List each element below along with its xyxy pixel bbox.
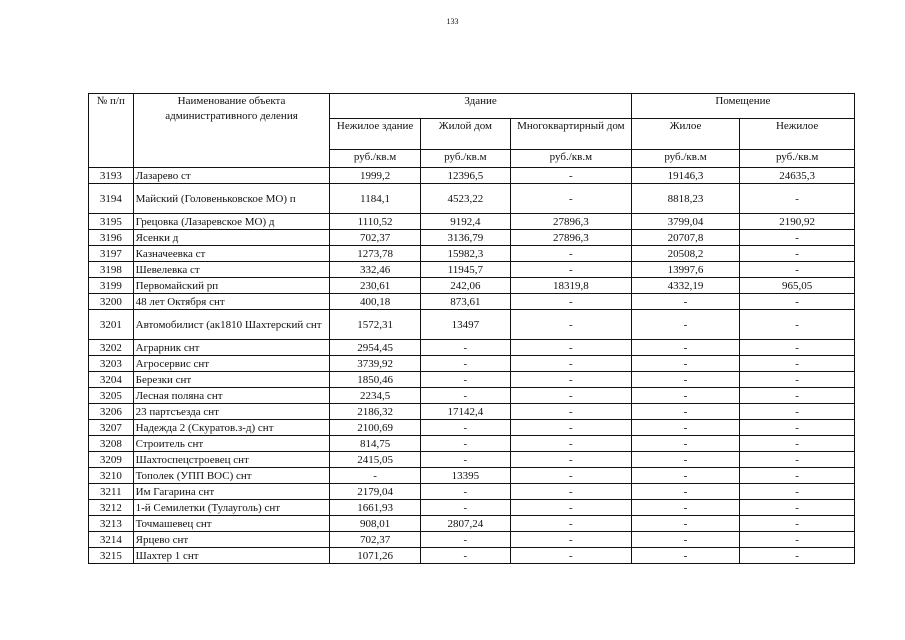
value-nonresidential-room: -: [740, 420, 855, 436]
value-residential-house: 242,06: [420, 278, 510, 294]
header-apartment-building: Многоквартирный дом: [511, 119, 632, 150]
object-name: Лесная поляна снт: [133, 388, 330, 404]
value-apartment-building: -: [511, 468, 632, 484]
value-apartment-building: -: [511, 420, 632, 436]
value-residential-room: -: [631, 404, 740, 420]
value-nonresidential-building: 230,61: [330, 278, 420, 294]
object-name: Первомайский рп: [133, 278, 330, 294]
value-apartment-building: -: [511, 184, 632, 214]
object-name: Им Гагарина снт: [133, 484, 330, 500]
table-row: [89, 516, 855, 532]
value-residential-house: -: [420, 436, 510, 452]
object-name: Казначеевка ст: [133, 246, 330, 262]
value-residential-room: 4332,19: [631, 278, 740, 294]
table-row: [89, 356, 855, 372]
row-number: 3196: [89, 230, 134, 246]
value-nonresidential-room: -: [740, 548, 855, 564]
table-row: [89, 184, 855, 214]
value-nonresidential-room: -: [740, 294, 855, 310]
object-name: 48 лет Октября снт: [133, 294, 330, 310]
value-residential-house: 873,61: [420, 294, 510, 310]
row-number: 3207: [89, 420, 134, 436]
value-apartment-building: 27896,3: [511, 214, 632, 230]
row-number: 3200: [89, 294, 134, 310]
header-residential-room: Жилое: [631, 119, 740, 150]
value-nonresidential-room: -: [740, 404, 855, 420]
value-residential-room: -: [631, 388, 740, 404]
header-nonresidential-building: Нежилое здание: [330, 119, 420, 150]
value-apartment-building: 27896,3: [511, 230, 632, 246]
object-name: Ярцево снт: [133, 532, 330, 548]
table-row: [89, 294, 855, 310]
row-number: 3211: [89, 484, 134, 500]
value-apartment-building: -: [511, 404, 632, 420]
object-name: Автомобилист (ак1810 Шахтерский снт: [133, 310, 330, 340]
value-residential-room: -: [631, 340, 740, 356]
value-nonresidential-building: 3739,92: [330, 356, 420, 372]
header-room: Помещение: [631, 94, 854, 119]
table-row: [89, 436, 855, 452]
value-residential-house: 13395: [420, 468, 510, 484]
row-number: 3202: [89, 340, 134, 356]
header-num: № п/п: [89, 94, 134, 168]
value-residential-room: 3799,04: [631, 214, 740, 230]
value-apartment-building: -: [511, 452, 632, 468]
value-apartment-building: -: [511, 356, 632, 372]
value-residential-house: -: [420, 500, 510, 516]
row-number: 3215: [89, 548, 134, 564]
value-residential-house: -: [420, 356, 510, 372]
value-nonresidential-building: 702,37: [330, 532, 420, 548]
value-apartment-building: -: [511, 532, 632, 548]
table-row: [89, 310, 855, 340]
value-nonresidential-room: -: [740, 484, 855, 500]
value-nonresidential-room: -: [740, 452, 855, 468]
row-number: 3197: [89, 246, 134, 262]
row-number: 3206: [89, 404, 134, 420]
value-nonresidential-building: 2954,45: [330, 340, 420, 356]
value-residential-room: -: [631, 310, 740, 340]
table-row: [89, 420, 855, 436]
header-nonresidential-room: Нежилое: [740, 119, 855, 150]
value-residential-house: 9192,4: [420, 214, 510, 230]
value-nonresidential-building: 2100,69: [330, 420, 420, 436]
value-residential-house: -: [420, 420, 510, 436]
value-nonresidential-building: 1184,1: [330, 184, 420, 214]
value-apartment-building: -: [511, 294, 632, 310]
header-unit: руб./кв.м: [330, 150, 420, 168]
object-name: 1-й Семилетки (Тулауголь) снт: [133, 500, 330, 516]
table-row: [89, 214, 855, 230]
row-number: 3213: [89, 516, 134, 532]
value-nonresidential-building: 1999,2: [330, 168, 420, 184]
object-name: Надежда 2 (Скуратов.з-д) снт: [133, 420, 330, 436]
value-residential-house: 2807,24: [420, 516, 510, 532]
value-nonresidential-building: 702,37: [330, 230, 420, 246]
value-residential-room: -: [631, 452, 740, 468]
object-name: Лазарево ст: [133, 168, 330, 184]
value-residential-room: 20707,8: [631, 230, 740, 246]
table-row: [89, 168, 855, 184]
table-row: [89, 388, 855, 404]
value-residential-house: -: [420, 532, 510, 548]
value-nonresidential-building: -: [330, 468, 420, 484]
value-nonresidential-room: 2190,92: [740, 214, 855, 230]
object-name: Ясенки д: [133, 230, 330, 246]
value-nonresidential-room: 965,05: [740, 278, 855, 294]
value-apartment-building: -: [511, 436, 632, 452]
value-residential-room: -: [631, 420, 740, 436]
value-nonresidential-room: -: [740, 262, 855, 278]
value-residential-room: -: [631, 548, 740, 564]
value-residential-house: 15982,3: [420, 246, 510, 262]
object-name: Агросервис снт: [133, 356, 330, 372]
value-apartment-building: -: [511, 246, 632, 262]
object-name: Майский (Головеньковское МО) п: [133, 184, 330, 214]
value-residential-room: -: [631, 500, 740, 516]
object-name: Шахтер 1 снт: [133, 548, 330, 564]
value-nonresidential-building: 1572,31: [330, 310, 420, 340]
value-residential-room: 20508,2: [631, 246, 740, 262]
value-nonresidential-room: -: [740, 340, 855, 356]
value-apartment-building: -: [511, 388, 632, 404]
object-name: Строитель снт: [133, 436, 330, 452]
value-nonresidential-building: 2186,32: [330, 404, 420, 420]
row-number: 3209: [89, 452, 134, 468]
value-nonresidential-room: 24635,3: [740, 168, 855, 184]
value-nonresidential-room: -: [740, 356, 855, 372]
table-row: [89, 230, 855, 246]
value-residential-house: -: [420, 388, 510, 404]
header-unit: руб./кв.м: [631, 150, 740, 168]
object-name: Точмашевец снт: [133, 516, 330, 532]
value-residential-room: 13997,6: [631, 262, 740, 278]
page-number: 133: [446, 17, 459, 26]
value-apartment-building: -: [511, 372, 632, 388]
table-row: [89, 452, 855, 468]
value-residential-house: -: [420, 372, 510, 388]
table-row: [89, 484, 855, 500]
value-apartment-building: -: [511, 548, 632, 564]
value-nonresidential-building: 400,18: [330, 294, 420, 310]
table-row: [89, 278, 855, 294]
row-number: 3195: [89, 214, 134, 230]
object-name: Шевелевка ст: [133, 262, 330, 278]
value-nonresidential-room: -: [740, 184, 855, 214]
value-residential-house: -: [420, 484, 510, 500]
value-residential-house: -: [420, 452, 510, 468]
object-name: Березки снт: [133, 372, 330, 388]
value-residential-room: -: [631, 294, 740, 310]
row-number: 3205: [89, 388, 134, 404]
row-number: 3198: [89, 262, 134, 278]
value-residential-room: -: [631, 516, 740, 532]
value-residential-room: -: [631, 484, 740, 500]
row-number: 3201: [89, 310, 134, 340]
table-row: [89, 532, 855, 548]
value-residential-room: -: [631, 436, 740, 452]
value-nonresidential-building: 2415,05: [330, 452, 420, 468]
value-apartment-building: -: [511, 484, 632, 500]
table-row: [89, 340, 855, 356]
object-name: 23 партсъезда снт: [133, 404, 330, 420]
value-nonresidential-building: 814,75: [330, 436, 420, 452]
object-name: Шахтоспецстроевец снт: [133, 452, 330, 468]
value-residential-house: 11945,7: [420, 262, 510, 278]
table-row: [89, 500, 855, 516]
row-number: 3203: [89, 356, 134, 372]
value-residential-room: 19146,3: [631, 168, 740, 184]
cadastral-value-table: [88, 93, 855, 564]
table-row: [89, 548, 855, 564]
value-nonresidential-room: -: [740, 372, 855, 388]
row-number: 3212: [89, 500, 134, 516]
value-nonresidential-building: 2179,04: [330, 484, 420, 500]
row-number: 3210: [89, 468, 134, 484]
table-row: [89, 262, 855, 278]
value-residential-room: -: [631, 372, 740, 388]
header-unit: руб./кв.м: [420, 150, 510, 168]
table-row: [89, 246, 855, 262]
value-nonresidential-building: 908,01: [330, 516, 420, 532]
value-apartment-building: -: [511, 500, 632, 516]
table-body: [89, 168, 855, 564]
value-apartment-building: -: [511, 340, 632, 356]
header-unit: руб./кв.м: [740, 150, 855, 168]
value-residential-room: -: [631, 532, 740, 548]
value-nonresidential-room: -: [740, 230, 855, 246]
value-apartment-building: -: [511, 168, 632, 184]
header-residential-house: Жилой дом: [420, 119, 510, 150]
value-nonresidential-room: -: [740, 436, 855, 452]
value-nonresidential-room: -: [740, 468, 855, 484]
header-name: Наименование объекта административного деления: [133, 94, 330, 168]
value-nonresidential-building: 1110,52: [330, 214, 420, 230]
value-residential-house: -: [420, 548, 510, 564]
row-number: 3193: [89, 168, 134, 184]
value-residential-house: 13497: [420, 310, 510, 340]
value-nonresidential-room: -: [740, 516, 855, 532]
value-apartment-building: -: [511, 310, 632, 340]
row-number: 3204: [89, 372, 134, 388]
value-apartment-building: 18319,8: [511, 278, 632, 294]
header-unit: руб./кв.м: [511, 150, 632, 168]
value-residential-house: 3136,79: [420, 230, 510, 246]
table-row: [89, 468, 855, 484]
value-nonresidential-building: 2234,5: [330, 388, 420, 404]
value-nonresidential-building: 1273,78: [330, 246, 420, 262]
value-residential-room: 8818,23: [631, 184, 740, 214]
value-residential-house: -: [420, 340, 510, 356]
table-row: [89, 404, 855, 420]
value-residential-room: -: [631, 356, 740, 372]
value-apartment-building: -: [511, 516, 632, 532]
row-number: 3199: [89, 278, 134, 294]
object-name: Тополек (УПП ВОС) снт: [133, 468, 330, 484]
value-residential-house: 4523,22: [420, 184, 510, 214]
value-nonresidential-building: 1071,26: [330, 548, 420, 564]
value-nonresidential-room: -: [740, 246, 855, 262]
value-nonresidential-room: -: [740, 388, 855, 404]
value-nonresidential-room: -: [740, 310, 855, 340]
row-number: 3208: [89, 436, 134, 452]
value-nonresidential-room: -: [740, 532, 855, 548]
value-nonresidential-room: -: [740, 500, 855, 516]
object-name: Аграрник снт: [133, 340, 330, 356]
table-row: [89, 372, 855, 388]
value-residential-house: 12396,5: [420, 168, 510, 184]
value-residential-house: 17142,4: [420, 404, 510, 420]
row-number: 3194: [89, 184, 134, 214]
value-nonresidential-building: 1661,93: [330, 500, 420, 516]
value-nonresidential-building: 1850,46: [330, 372, 420, 388]
row-number: 3214: [89, 532, 134, 548]
value-residential-room: -: [631, 468, 740, 484]
object-name: Грецовка (Лазаревское МО) д: [133, 214, 330, 230]
value-nonresidential-building: 332,46: [330, 262, 420, 278]
header-building: Здание: [330, 94, 631, 119]
value-apartment-building: -: [511, 262, 632, 278]
